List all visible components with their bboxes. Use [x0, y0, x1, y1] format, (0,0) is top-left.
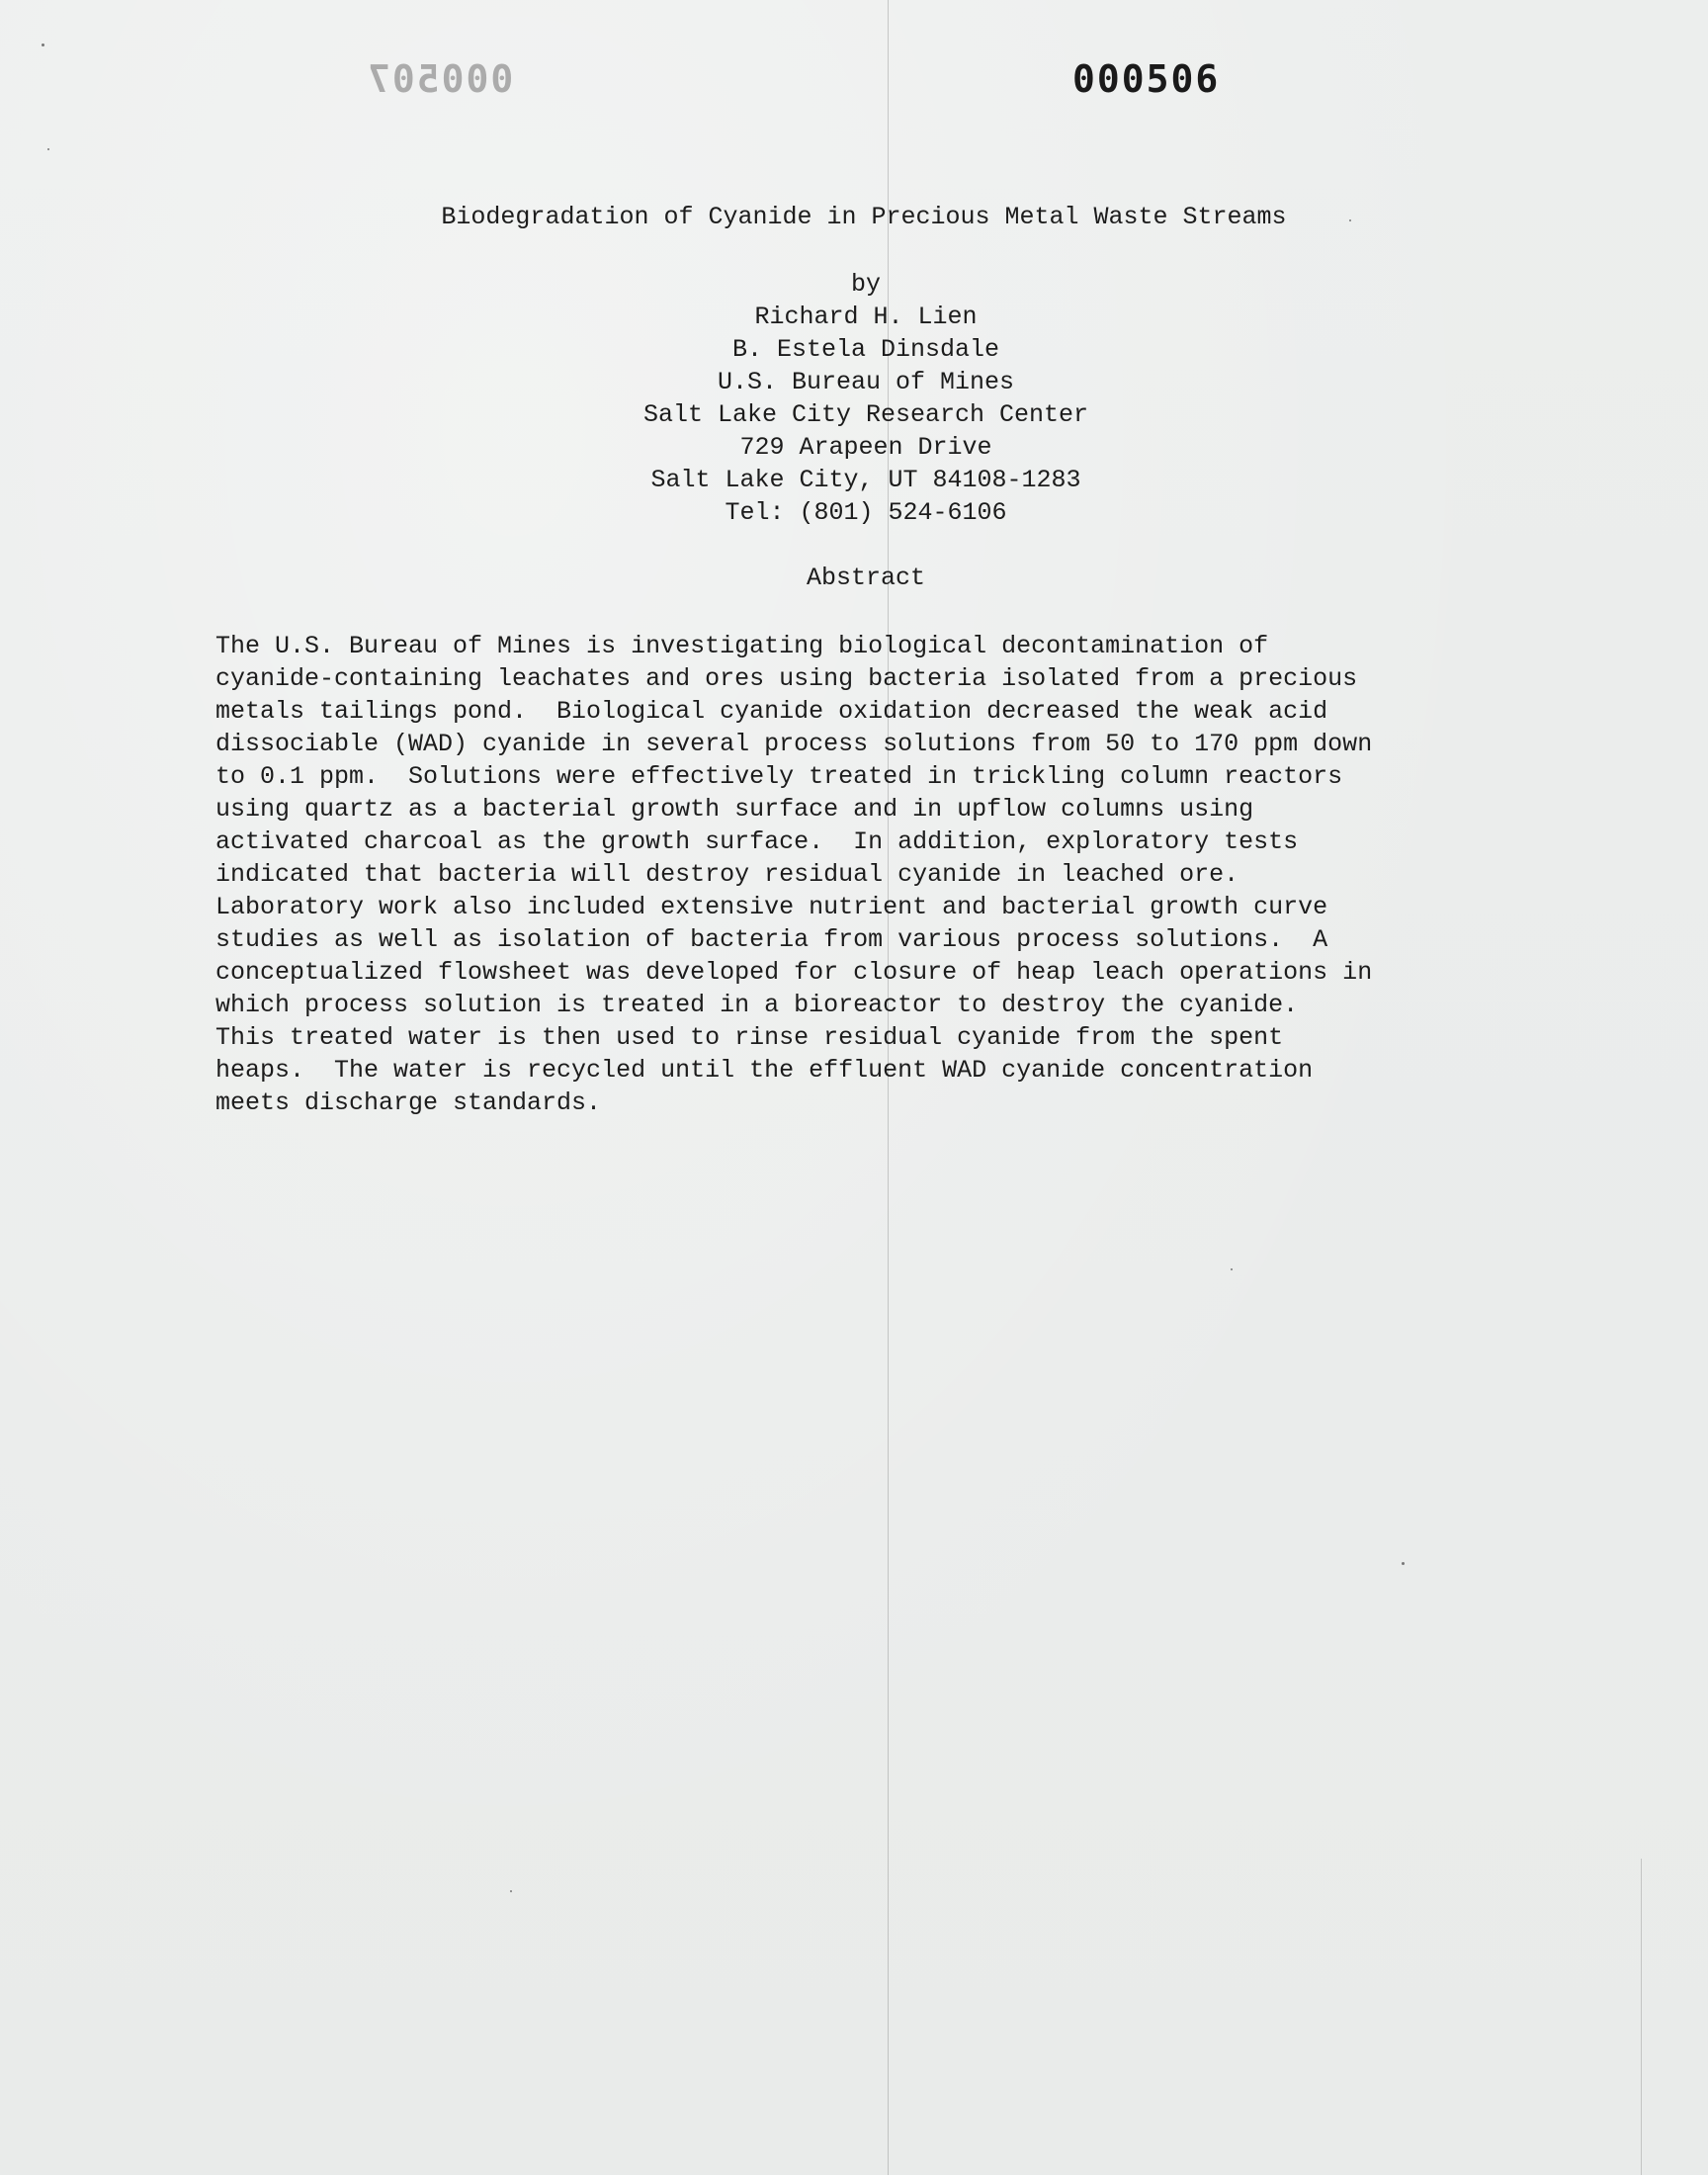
affiliation-line: Salt Lake City Research Center — [642, 400, 1089, 429]
affiliation-line: U.S. Bureau of Mines — [717, 368, 1015, 396]
scan-speck — [47, 148, 49, 150]
abstract-line: conceptualized flowsheet was developed for closure of heap leach operations in — [215, 958, 1373, 987]
abstract-body — [215, 630, 1520, 1119]
document-title: Biodegradation of Cyanide in Precious Metal Waste Streams — [441, 203, 1287, 231]
scan-speck — [510, 1890, 512, 1892]
abstract-line: studies as well as isolation of bacteria from various process solutions. A — [215, 925, 1328, 954]
author-block — [0, 268, 1708, 529]
abstract-line: heaps. The water is recycled until the effluent WAD cyanide concentration — [215, 1056, 1314, 1085]
abstract-line: dissociable (WAD) cyanide in several process solutions from 50 to 170 ppm down — [215, 730, 1373, 758]
author-name: Richard H. Lien — [754, 303, 978, 331]
mirrored-page-stamp: 000507 — [366, 57, 514, 101]
affiliation-line: 729 Arapeen Drive — [739, 433, 992, 462]
scan-speck — [42, 44, 44, 46]
byline: by — [850, 270, 881, 299]
author-name: B. Estela Dinsdale — [731, 335, 1000, 364]
abstract-line: metals tailings pond. Biological cyanide oxidation decreased the weak acid — [215, 697, 1328, 726]
affiliation-line: Salt Lake City, UT 84108-1283 — [650, 466, 1081, 494]
affiliation-phone: Tel: (801) 524-6106 — [725, 498, 1007, 527]
abstract-line: cyanide-containing leachates and ores using bacteria isolated from a precious — [215, 664, 1358, 693]
abstract-line: activated charcoal as the growth surface. In addition, exploratory tests — [215, 827, 1299, 856]
abstract-line: The U.S. Bureau of Mines is investigating biological decontamination of — [215, 632, 1269, 660]
page-edge-line — [1641, 1859, 1642, 2175]
page-number-stamp: 000506 — [1072, 57, 1221, 101]
abstract-heading: Abstract — [806, 564, 926, 592]
scan-speck — [1402, 1562, 1405, 1565]
abstract-line: indicated that bacteria will destroy residual cyanide in leached ore. — [215, 860, 1239, 889]
abstract-line: meets discharge standards. — [215, 1088, 602, 1117]
scan-speck — [1231, 1268, 1233, 1270]
abstract-line: to 0.1 ppm. Solutions were effectively treated in trickling column reactors — [215, 762, 1343, 791]
abstract-line: Laboratory work also included extensive nutrient and bacterial growth curve — [215, 893, 1328, 921]
abstract-line: using quartz as a bacterial growth surface and in upflow columns using — [215, 795, 1254, 824]
abstract-line: This treated water is then used to rinse residual cyanide from the spent — [215, 1023, 1284, 1052]
abstract-line: which process solution is treated in a bioreactor to destroy the cyanide. — [215, 991, 1299, 1019]
